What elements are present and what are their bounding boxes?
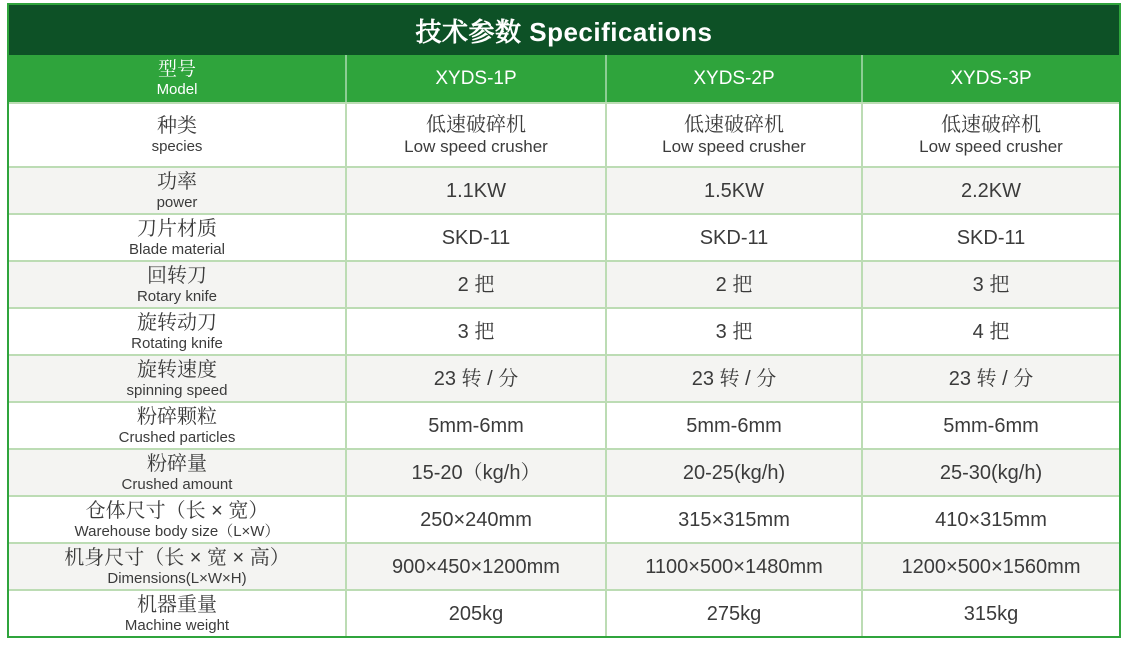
spec-rows bbox=[9, 102, 1119, 636]
row-label-en: Crushed amount bbox=[121, 475, 233, 493]
row-label-en: spinning speed bbox=[126, 381, 228, 399]
value-cell bbox=[345, 309, 605, 354]
row-label-cn: 旋转速度 bbox=[137, 358, 217, 381]
row-label-en: species bbox=[151, 138, 203, 155]
spec-row bbox=[9, 495, 1119, 542]
spec-row bbox=[9, 542, 1119, 589]
row-label-en: power bbox=[156, 193, 198, 211]
model-header-en: Model bbox=[156, 81, 198, 98]
row-label-en: Machine weight bbox=[124, 616, 230, 634]
value-cell bbox=[605, 356, 861, 401]
value-main: 3 把 bbox=[972, 273, 1010, 296]
model-name: XYDS-3P bbox=[950, 67, 1032, 89]
value-cell bbox=[861, 591, 1119, 636]
value-main: 315kg bbox=[963, 602, 1019, 625]
value-cell bbox=[605, 168, 861, 213]
value-main: 23 转 / 分 bbox=[948, 367, 1034, 390]
value-main: 3 把 bbox=[457, 320, 495, 343]
value-cell bbox=[605, 403, 861, 448]
value-cell bbox=[345, 544, 605, 589]
row-label-cn: 刀片材质 bbox=[137, 217, 217, 240]
spec-row bbox=[9, 166, 1119, 213]
value-cell bbox=[605, 450, 861, 495]
value-cell bbox=[861, 356, 1119, 401]
row-label-cell bbox=[9, 168, 345, 213]
value-cell bbox=[605, 215, 861, 260]
row-label-cell bbox=[9, 309, 345, 354]
row-label-cell bbox=[9, 497, 345, 542]
value-cell bbox=[861, 450, 1119, 495]
model-column-header bbox=[605, 55, 861, 102]
value-main: 205kg bbox=[448, 602, 504, 625]
row-label-cell bbox=[9, 450, 345, 495]
model-header-row bbox=[9, 55, 1119, 102]
spec-row bbox=[9, 401, 1119, 448]
row-label-cn: 仓体尺寸（长 × 宽） bbox=[85, 499, 269, 522]
row-label-en: Blade material bbox=[129, 240, 225, 258]
model-column-header bbox=[345, 55, 605, 102]
value-cell bbox=[345, 450, 605, 495]
value-main: 低速破碎机 bbox=[684, 114, 784, 136]
value-cell bbox=[861, 104, 1119, 166]
value-main: 1.1KW bbox=[445, 179, 507, 202]
value-cell bbox=[605, 544, 861, 589]
row-label-en: Rotary knife bbox=[136, 287, 218, 305]
value-main: SKD-11 bbox=[441, 226, 511, 249]
row-label-cn: 回转刀 bbox=[147, 264, 207, 287]
value-cell bbox=[345, 262, 605, 307]
value-main: SKD-11 bbox=[956, 226, 1026, 249]
spec-row bbox=[9, 307, 1119, 354]
spec-row bbox=[9, 448, 1119, 495]
value-cell bbox=[861, 309, 1119, 354]
row-label-cn: 粉碎量 bbox=[147, 452, 207, 475]
value-main: 315×315mm bbox=[678, 508, 790, 531]
spec-row bbox=[9, 589, 1119, 636]
spec-row bbox=[9, 213, 1119, 260]
row-label-cn: 粉碎颗粒 bbox=[137, 405, 217, 428]
table-title-text: 技术参数 Specifications bbox=[415, 16, 713, 47]
value-cell bbox=[345, 168, 605, 213]
value-cell bbox=[605, 104, 861, 166]
value-main: 900×450×1200mm bbox=[392, 555, 560, 578]
value-main: 23 转 / 分 bbox=[691, 367, 777, 390]
spec-row bbox=[9, 354, 1119, 401]
value-main: SKD-11 bbox=[699, 226, 769, 249]
value-cell bbox=[861, 168, 1119, 213]
value-main: 275kg bbox=[706, 602, 762, 625]
row-label-cell bbox=[9, 104, 345, 166]
row-label-cell bbox=[9, 403, 345, 448]
value-cell bbox=[861, 215, 1119, 260]
value-cell bbox=[605, 497, 861, 542]
value-main: 5mm-6mm bbox=[686, 414, 782, 437]
value-main: 5mm-6mm bbox=[428, 414, 524, 437]
model-header-cell bbox=[9, 55, 345, 102]
value-main: 3 把 bbox=[715, 320, 753, 343]
value-main: 20-25(kg/h) bbox=[682, 461, 786, 484]
value-sub: Low speed crusher bbox=[404, 137, 548, 156]
value-cell bbox=[861, 497, 1119, 542]
value-cell bbox=[345, 104, 605, 166]
value-cell bbox=[605, 262, 861, 307]
row-label-cn: 旋转动刀 bbox=[137, 311, 217, 334]
value-cell bbox=[345, 403, 605, 448]
value-main: 410×315mm bbox=[935, 508, 1047, 531]
value-cell bbox=[605, 591, 861, 636]
value-main: 2.2KW bbox=[960, 179, 1022, 202]
specifications-table bbox=[7, 3, 1121, 638]
value-main: 1200×500×1560mm bbox=[901, 555, 1081, 578]
row-label-en: Dimensions(L×W×H) bbox=[107, 569, 247, 587]
value-main: 2 把 bbox=[715, 273, 753, 296]
value-main: 250×240mm bbox=[420, 508, 532, 531]
spec-row bbox=[9, 102, 1119, 166]
value-main: 低速破碎机 bbox=[426, 114, 526, 136]
value-main: 5mm-6mm bbox=[943, 414, 1039, 437]
value-main: 2 把 bbox=[457, 273, 495, 296]
row-label-cn: 机身尺寸（长 × 宽 × 高） bbox=[64, 546, 290, 569]
value-cell bbox=[345, 215, 605, 260]
model-column-header bbox=[861, 55, 1119, 102]
row-label-en: Warehouse body size（L×W） bbox=[74, 522, 280, 540]
table-title bbox=[9, 5, 1119, 55]
model-header-cn: 型号 bbox=[157, 59, 196, 80]
value-cell bbox=[861, 544, 1119, 589]
row-label-cn: 种类 bbox=[157, 115, 197, 137]
row-label-en: Rotating knife bbox=[131, 334, 223, 352]
value-cell bbox=[861, 262, 1119, 307]
row-label-cell bbox=[9, 215, 345, 260]
value-main: 15-20（kg/h） bbox=[411, 461, 541, 484]
row-label-cn: 功率 bbox=[157, 170, 197, 193]
value-main: 23 转 / 分 bbox=[433, 367, 519, 390]
value-main: 4 把 bbox=[972, 320, 1010, 343]
value-cell bbox=[345, 356, 605, 401]
model-name: XYDS-1P bbox=[435, 67, 517, 89]
model-name: XYDS-2P bbox=[693, 67, 775, 89]
value-sub: Low speed crusher bbox=[662, 137, 806, 156]
value-main: 低速破碎机 bbox=[941, 114, 1041, 136]
value-main: 1.5KW bbox=[703, 179, 765, 202]
value-sub: Low speed crusher bbox=[919, 137, 1063, 156]
value-main: 1100×500×1480mm bbox=[645, 555, 823, 578]
value-cell bbox=[861, 403, 1119, 448]
spec-row bbox=[9, 260, 1119, 307]
row-label-en: Crushed particles bbox=[118, 428, 236, 446]
row-label-cn: 机器重量 bbox=[137, 593, 217, 616]
value-main: 25-30(kg/h) bbox=[939, 461, 1043, 484]
value-cell bbox=[345, 497, 605, 542]
row-label-cell bbox=[9, 591, 345, 636]
row-label-cell bbox=[9, 262, 345, 307]
row-label-cell bbox=[9, 544, 345, 589]
value-cell bbox=[345, 591, 605, 636]
value-cell bbox=[605, 309, 861, 354]
row-label-cell bbox=[9, 356, 345, 401]
